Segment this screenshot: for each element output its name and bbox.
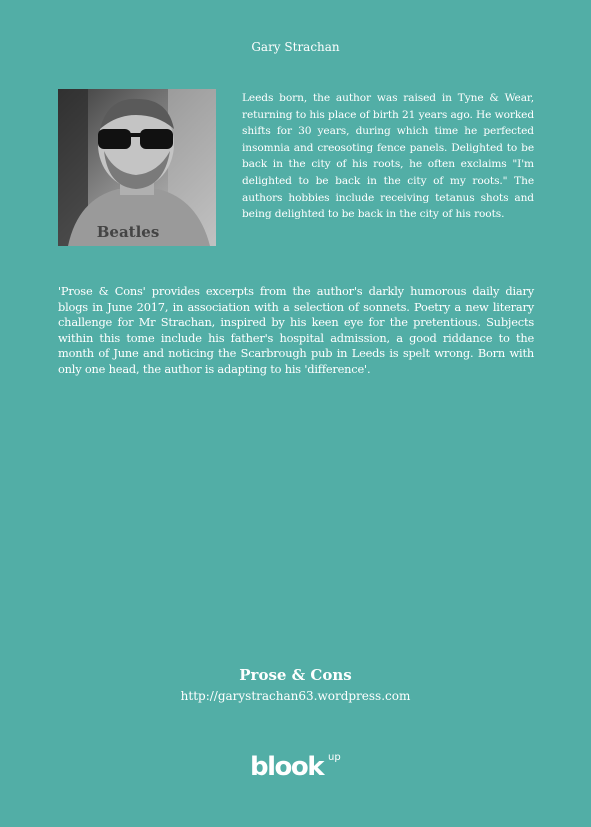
author-bio: Leeds born, the author was raised in Tyne & Wear, returning to his place of birth 21 years ago. He worked shifts for 30 years, during which time he perfected insomnia and creosoting fence panels. Delighted to be back in the city of his roots, he often exclaims "I'm delighted to be back in the city of my roots." The authors hobbies include receiving tetanus shots and being delighted to be back in the city of his roots. [242, 92, 534, 221]
shirt-text: Beatles [96, 223, 160, 241]
book-blurb: 'Prose & Cons' provides excerpts from the author's darkly humorous daily diary blogs in June 2017, in association with a selection of sonnets. Poetry a new literary challenge for Mr Strachan, inspired by his keen eye for the pretentious. Subjects within this tome include his father's hospital admission, a good riddance to the month of June and noticing the Scarbrough pub in Leeds is spelt wrong. Born with only one head, the author is adapting to his 'difference'. [58, 284, 534, 376]
author-url[interactable]: http://garystrachan63.wordpress.com [180, 689, 411, 703]
publisher-logo [250, 752, 350, 782]
logo-main-text: blook [250, 752, 324, 782]
author-photo [58, 89, 216, 246]
author-name: Gary Strachan [251, 40, 340, 54]
book-title: Prose & Cons [239, 666, 352, 684]
logo-sup-text: up [328, 752, 341, 763]
